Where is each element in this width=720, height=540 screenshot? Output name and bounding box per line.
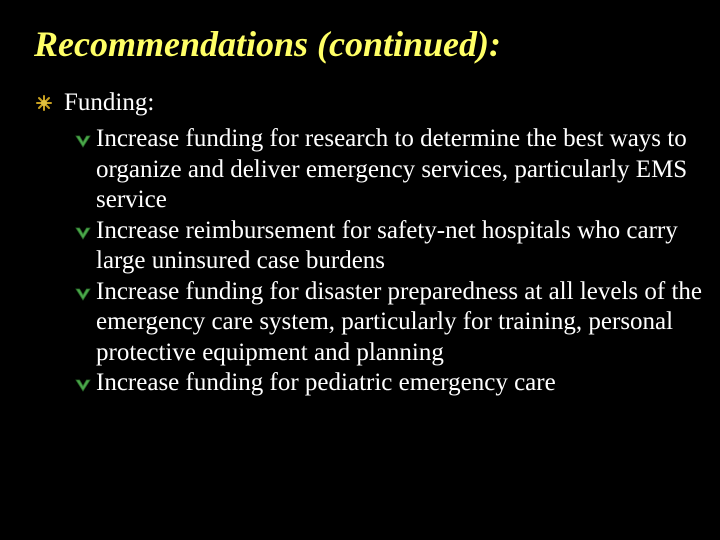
- checkmark-v-bullet-icon: [74, 133, 92, 149]
- star-bullet-icon: [36, 95, 52, 111]
- list-item: [74, 277, 714, 369]
- list-item-text: Increase funding for research to determine the best ways to organize and deliver emergency services, particularly EMS service: [96, 125, 688, 213]
- list-item: [74, 124, 714, 216]
- checkmark-v-bullet-icon: [74, 286, 92, 302]
- section-label: Funding:: [64, 89, 155, 116]
- checkmark-v-bullet-icon: [74, 377, 92, 393]
- list-item-text: Increase funding for pediatric emergency care: [96, 369, 556, 396]
- slide-title: Recommendations (continued):: [34, 24, 501, 64]
- list-item-text: Increase funding for disaster preparedness at all levels of the emergency care system, particularly for training, personal protective equipment and planning: [96, 277, 703, 366]
- list-item: [74, 216, 714, 277]
- list-item: [74, 368, 714, 399]
- checkmark-v-bullet-icon: [74, 225, 92, 241]
- list-item-text: Increase reimbursement for safety-net hospitals who carry large uninsured case burdens: [96, 216, 678, 274]
- sub-bullet-list: [74, 124, 714, 399]
